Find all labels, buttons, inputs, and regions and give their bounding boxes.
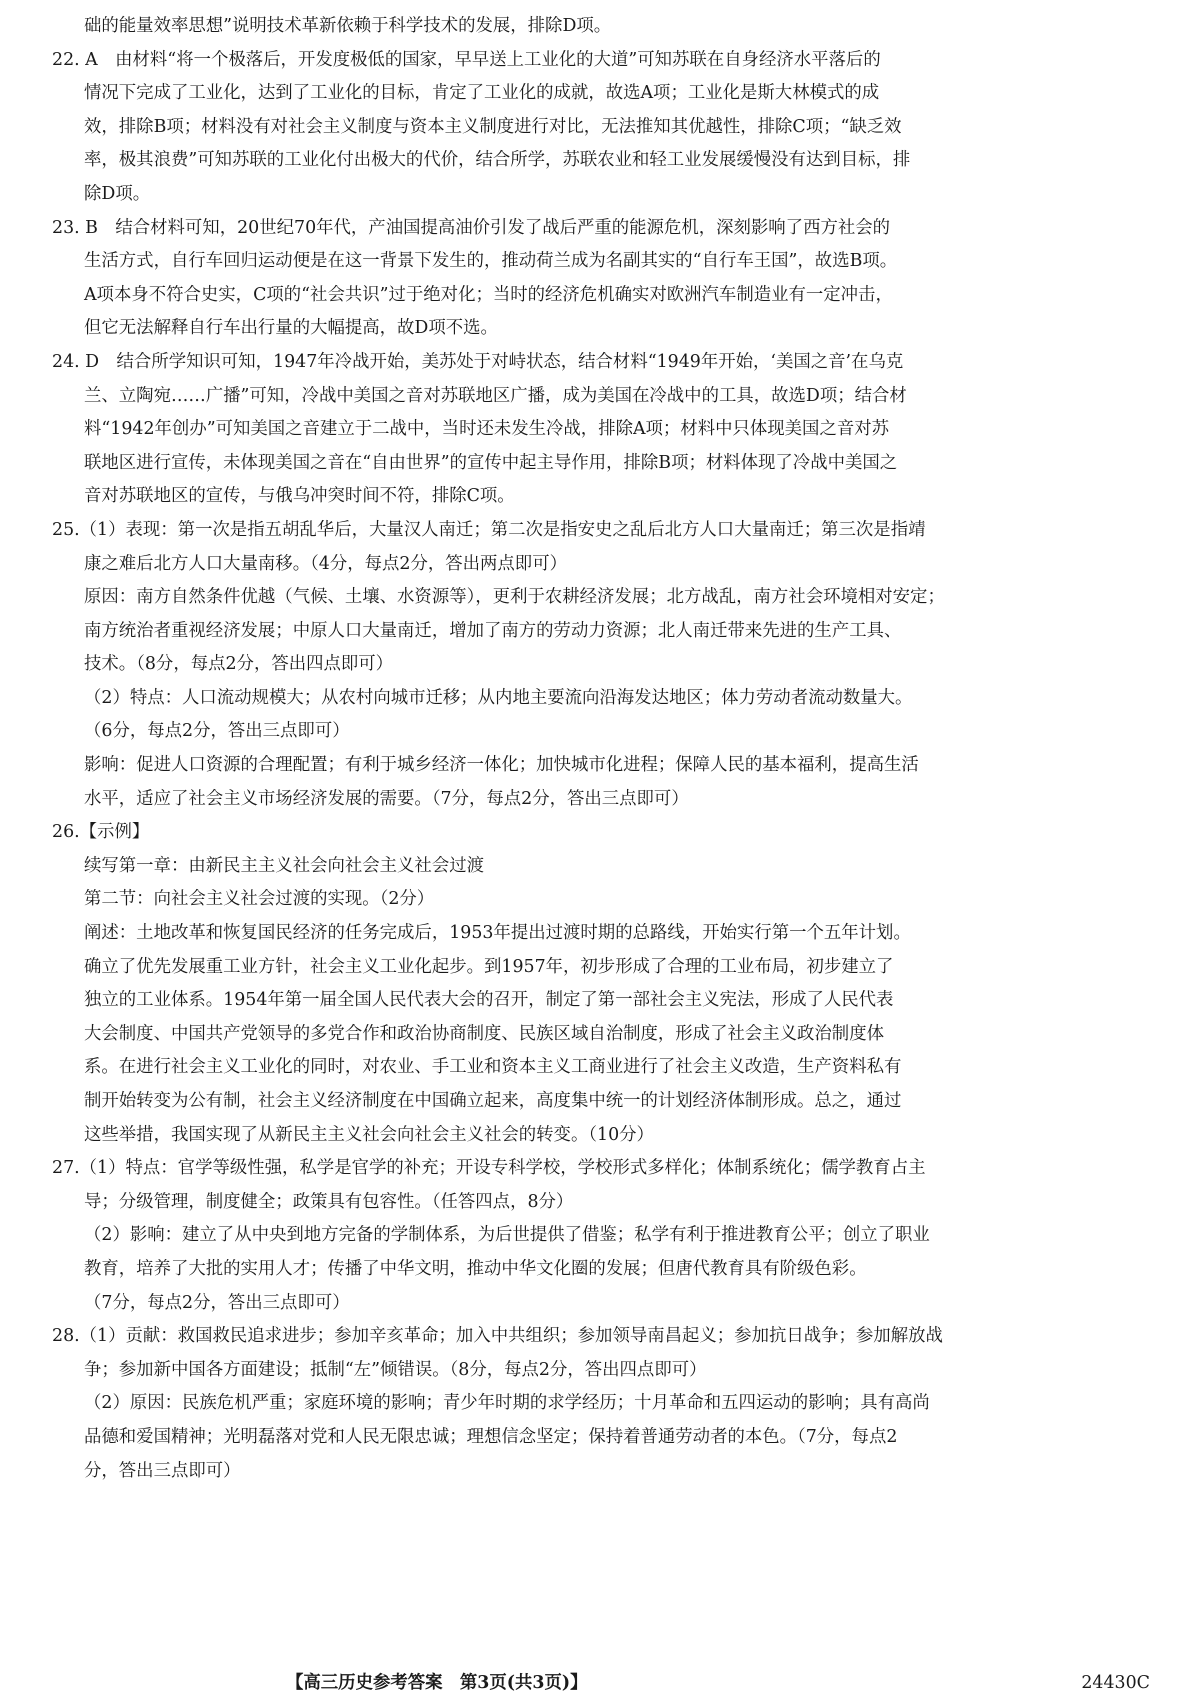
text-line: （2）影响：建立了从中央到地方完备的学制体系，为后世提供了借鉴；私学有利于推进教育公平；创立了职业 bbox=[84, 1225, 930, 1246]
page-footer bbox=[0, 1668, 1200, 1698]
text-line: 这些举措，我国实现了从新民主主义社会向社会主义社会的转变。（10分） bbox=[84, 1124, 654, 1145]
text-line: 联地区进行宣传，未体现美国之音在“自由世界”的宣传中起主导作用，排除B项；材料体现了冷战中美国之 bbox=[84, 452, 898, 473]
text-line: 生活方式，自行车回归运动便是在这一背景下发生的，推动荷兰成为名副其实的“自行车王国”，故选B项。 bbox=[84, 251, 898, 272]
text-line: 康之难后北方人口大量南移。（4分，每点2分，答出两点即可） bbox=[84, 553, 567, 574]
text-line: 制开始转变为公有制，社会主义经济制度在中国确立起来，高度集中统一的计划经济体制形成。总之，通过 bbox=[84, 1091, 902, 1111]
text-line: 系。在进行社会主义工业化的同时，对农业、手工业和资本主义工商业进行了社会主义改造，生产资料私有 bbox=[84, 1057, 902, 1078]
text-line: 第二节：向社会主义社会过渡的实现。（2分） bbox=[84, 889, 435, 910]
text-line: 续写第一章：由新民主主义社会向社会主义社会过渡 bbox=[84, 855, 484, 876]
text-line: 26.【示例】 bbox=[52, 822, 150, 843]
footer-title: 【高三历史参考答案 第3页(共3页)】 bbox=[286, 1673, 588, 1693]
text-line: 争；参加新中国各方面建设；抵制“左”倾错误。（8分，每点2分，答出四点即可） bbox=[84, 1359, 707, 1380]
text-line: 阐述：土地改革和恢复国民经济的任务完成后，1953年提出过渡时期的总路线，开始实行第一个五年计划。 bbox=[84, 923, 911, 944]
text-line: 28.（1）贡献：救国救民追求进步；参加辛亥革命；加入中共组织；参加领导南昌起义；参加抗日战争；参加解放战 bbox=[52, 1326, 943, 1347]
text-line: 料“1942年创办”可知美国之音建立于二战中，当时还未发生冷战，排除A项；材料中只体现美国之音对苏 bbox=[84, 419, 890, 440]
text-line: 效，排除B项；材料没有对社会主义制度与资本主义制度进行对比，无法推知其优越性，排除C项；“缺乏效 bbox=[84, 116, 902, 137]
text-line: 大会制度、中国共产党领导的多党合作和政治协商制度、民族区域自治制度，形成了社会主义政治制度体 bbox=[84, 1023, 884, 1044]
text-line: 音对苏联地区的宣传，与俄乌冲突时间不符，排除C项。 bbox=[84, 486, 515, 507]
text-line: 导；分级管理，制度健全；政策具有包容性。（任答四点，8分） bbox=[84, 1191, 574, 1212]
text-line: 除D项。 bbox=[84, 183, 151, 204]
text-line: 27.（1）特点：官学等级性强，私学是官学的补充；开设专科学校，学校形式多样化；体制系统化；儒学教育占主 bbox=[52, 1158, 926, 1179]
text-line: 品德和爱国精神；光明磊落对党和人民无限忠诚；理想信念坚定；保持着普通劳动者的本色。（7分，每点2 bbox=[84, 1426, 898, 1447]
text-line: 分，答出三点即可） bbox=[84, 1460, 241, 1481]
text-line: 但它无法解释自行车出行量的大幅提高，故D项不选。 bbox=[84, 318, 498, 339]
text-line: A项本身不符合史实，C项的“社会共识”过于绝对化；当时的经济危机确实对欧洲汽车制造业有一定冲击， bbox=[84, 284, 893, 305]
text-line: 情况下完成了工业化，达到了工业化的目标，肯定了工业化的成就，故选A项；工业化是斯大林模式的成 bbox=[84, 83, 880, 104]
text-line: 教育，培养了大批的实用人才；传播了中华文明，推动中华文化圈的发展；但唐代教育具有阶级色彩。 bbox=[84, 1258, 867, 1279]
footer-code: 24430C bbox=[1081, 1673, 1150, 1693]
text-line: 原因：南方自然条件优越（气候、土壤、水资源等），更利于农耕经济发展；北方战乱，南方社会环境相对安定； bbox=[84, 587, 945, 608]
text-line: （2）原因：民族危机严重；家庭环境的影响；青少年时期的求学经历；十月革命和五四运动的影响；具有高尚 bbox=[84, 1393, 930, 1414]
text-line: 础的能量效率思想”说明技术革新依赖于科学技术的发展，排除D项。 bbox=[84, 16, 612, 36]
text-line: 独立的工业体系。1954年第一届全国人民代表大会的召开，制定了第一部社会主义宪法，形成了人民代表 bbox=[84, 990, 894, 1011]
text-line: 率，极其浪费”可知苏联的工业化付出极大的代价，结合所学，苏联农业和轻工业发展缓慢没有达到目标，排 bbox=[84, 150, 911, 171]
text-line: 技术。（8分，每点2分，答出四点即可） bbox=[84, 654, 394, 675]
text-line: （7分，每点2分，答出三点即可） bbox=[84, 1292, 350, 1313]
text-line: 25.（1）表现：第一次是指五胡乱华后，大量汉人南迁；第二次是指安史之乱后北方人口大量南迁；第三次是指靖 bbox=[52, 519, 926, 540]
text-line: 24. D 结合所学知识可知，1947年冷战开始，美苏处于对峙状态，结合材料“1949年开始，‘美国之音’在乌克 bbox=[52, 351, 904, 372]
text-line: 南方统治者重视经济发展；中原人口大量南迁，增加了南方的劳动力资源；北人南迁带来先进的生产工具、 bbox=[84, 620, 902, 641]
text-line: 22. A 由材料“将一个极落后，开发度极低的国家，早早送上工业化的大道”可知苏联在自身经济水平落后的 bbox=[52, 49, 881, 70]
text-line: 兰、立陶宛……广播”可知，冷战中美国之音对苏联地区广播，成为美国在冷战中的工具，故选D项；结合材 bbox=[84, 385, 907, 406]
text-line: 影响：促进人口资源的合理配置；有利于城乡经济一体化；加快城市化进程；保障人民的基本福利，提高生活 bbox=[84, 755, 919, 776]
text-line: 23. B 结合材料可知，20世纪70年代，产油国提高油价引发了战后严重的能源危机，深刻影响了西方社会的 bbox=[52, 217, 891, 238]
answer-body bbox=[52, 10, 1142, 1488]
text-line: （2）特点：人口流动规模大；从农村向城市迁移；从内地主要流向沿海发达地区；体力劳动者流动数量大。 bbox=[84, 687, 913, 708]
text-line: 水平，适应了社会主义市场经济发展的需要。（7分，每点2分，答出三点即可） bbox=[84, 788, 689, 809]
text-line: 确立了优先发展重工业方针，社会主义工业化起步。到1957年，初步形成了合理的工业布局，初步建立了 bbox=[84, 956, 894, 977]
text-line: （6分，每点2分，答出三点即可） bbox=[84, 721, 350, 742]
